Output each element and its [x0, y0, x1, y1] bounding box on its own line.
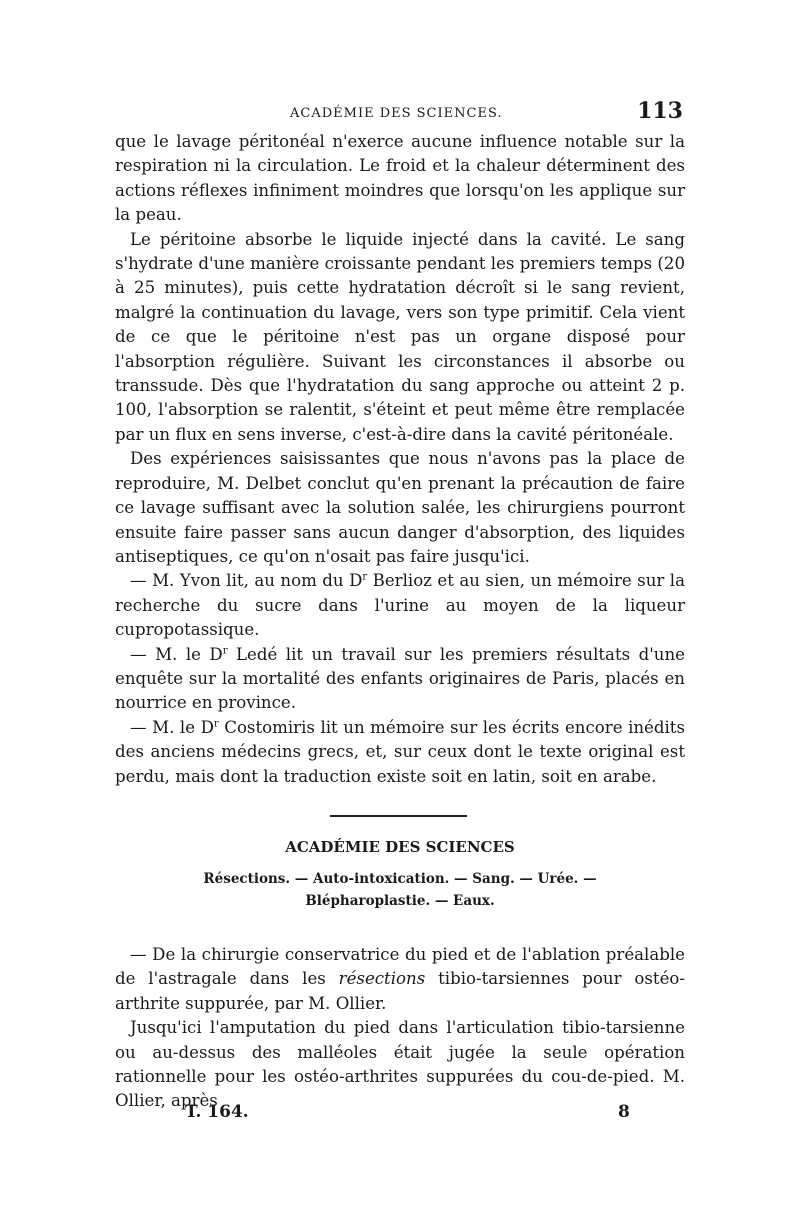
page-number: 113	[637, 98, 683, 124]
section-heading	[115, 836, 685, 912]
paragraph-ollier: — De la chirurgie conservatrice du pied et de l'ablation préalable de l'astragale dans les résections tibio-tarsiennes pour ostéo-arthrite suppurée, par M. Ollier.	[115, 945, 685, 1013]
paragraph-lavage: que le lavage péritonéal n'exerce aucune influence notable sur la respiration ni la circulation. Le froid et la chaleur déterminent des actions réflexes infiniment moindres que lorsqu'on les applique sur la peau.	[115, 132, 685, 225]
section-divider	[330, 815, 467, 817]
paragraph-amputation: Jusqu'ici l'amputation du pied dans l'articulation tibio-tarsienne ou au-dessus des malléoles était jugée la seule opération rationnelle pour les ostéo-arthrites suppurées du cou-de-pied. M. Ollier, après	[115, 1018, 685, 1111]
paragraph-costomiris: — M. le $D^r$ Costomiris lit un mémoire sur les écrits encore inédits des anciens médecins grecs, et, sur ceux dont le texte original est perdu, mais dont la traduction existe soit en latin, soit en arabe.	[115, 717, 685, 786]
paragraph-yvon: — M. Yvon lit, au nom du $D^r$ Berlioz et au sien, un mémoire sur la recherche du sucre dans l'urine au moyen de la liqueur cupropotassique.	[115, 571, 685, 640]
paragraph-peritoine: Le péritoine absorbe le liquide injecté dans la cavité. Le sang s'hydrate d'une manière croissante pendant les premiers temps (20 à 25 minutes), puis cette hydratation décroît si le sang revient, malgré la continuation du lavage, vers son type primitif. Cela vient de ce que le péritoine n'est pas un organe disposé pour l'absorption régulière. Suivant les circonstances il absorbe ou transsude. Dès que l'hydratation du sang approche ou atteint 2 p. 100, l'absorption se ralentit, s'éteint et peut même être remplacée par un flux en sens inverse, c'est-à-dire dans la cavité péritonéale.	[115, 229, 685, 444]
main-text	[115, 130, 685, 789]
section-subtitle: Résections. — Auto-intoxication. — Sang. — Urée. — Blépharoplastie. — Eaux.	[203, 871, 597, 909]
page-footer	[115, 1102, 685, 1132]
paragraph-lede: — M. le $D^r$ Ledé lit un travail sur les premiers résultats d'une enquête sur la mortalité des enfants originaires de Paris, placés en nourrice en province.	[115, 644, 685, 713]
volume-number: T. 164.	[185, 1102, 249, 1122]
section-title: ACADÉMIE DES SCIENCES	[285, 838, 515, 856]
running-title: ACADÉMIE DES SCIENCES.	[290, 106, 503, 121]
section-text	[115, 943, 685, 1114]
paragraph-experiences: Des expériences saisissantes que nous n'avons pas la place de reproduire, M. Delbet conclut qu'en prenant la précaution de faire ce lavage suffisant avec la solution salée, les chirurgiens pourront ensuite faire passer sans aucun danger d'absorption, des liquides antiseptiques, ce qu'on n'osait pas faire jusqu'ici.	[115, 449, 685, 566]
running-header	[115, 98, 685, 128]
signature-mark: 8	[618, 1102, 630, 1122]
